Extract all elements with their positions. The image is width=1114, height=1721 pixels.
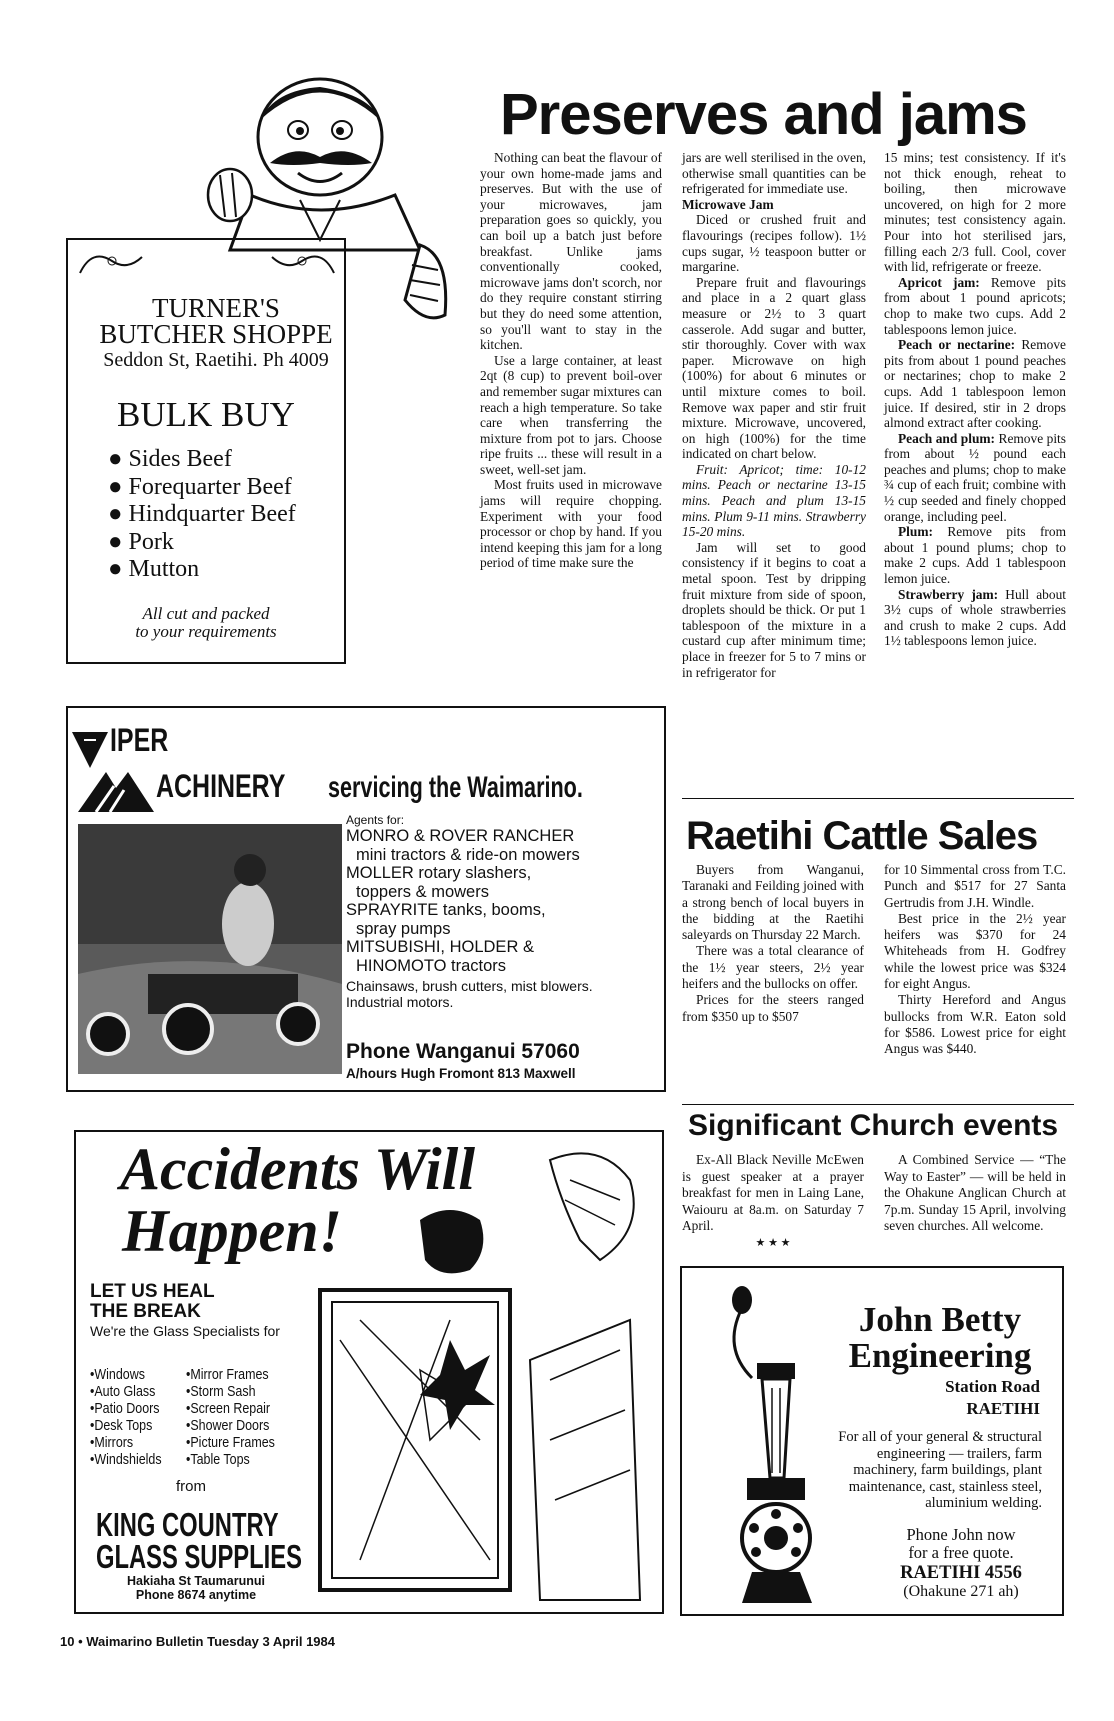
- bulk-buy-heading: BULK BUY: [117, 395, 295, 434]
- list-item: ● Pork: [108, 528, 174, 555]
- preserves-col-2: jars are well sterilised in the oven, otherwise small quantities can be refrigerated for immediate use. Microwave Jam Diced or crushed fruit and flavourings (recipes follow). 1½ cups sugar, ½ teaspoon butter or margarine. Prepare fruit and flavourings and place in a 2 quart glass measure or 2½ to 3 quart casserole. Add sugar and butter, stir thoroughly. Cover with wax paper. Microwave on high (100%) for about 6 minutes or until mixture comes to boil. Remove wax paper and stir fruit mixture. Microwave, uncovered, on high (100%) for the time indicated on chart below. Fruit: Apricot; time: 10-12 mins. Peach or nectarine 13-15 mins. Peach and plum 13-15 mins. Plum 9-11 mins. Strawberry 15-20 mins. Jam will set to good consistency if it begins to coat a metal spoon. Test by dripping fruit mixture from side of spoon, droplets should be thick. Or put 1 tablespoon of the mixture in a custard cup after minimum time; place in freezer for 5 to 7 mins or in refrigerator for: [682, 150, 866, 680]
- engineering-call: Phone John now for a free quote.: [906, 1525, 1016, 1562]
- church-col-1: Ex-All Black Neville McEwen is guest speaker at a prayer breakfast for men in Laing Lane, Waiouru at 8a.m. on Saturday 7 April. ★ ★ ★: [682, 1152, 864, 1251]
- list-item: ● Sides Beef: [108, 446, 232, 472]
- tractor-photo: [78, 824, 342, 1074]
- engineering-phone: RAETIHI 4556: [900, 1563, 1022, 1583]
- preserves-col-1: Nothing can beat the flavour of your own home-made jams and preserves. But with the use of your microwaves, jam preparation goes so quickly, you can boil up a batch just before breakfast. Unlike jams conventionally cooked, microwave jams don't scorch, nor do they require constant stirring but they do need some attention, so you'll want to stay in the kitchen. Use a large container, at least 2qt (8 cup) to prevent boil-over and remember sugar mixtures can reach a high temperature. So take care when transferring the mixture from pot to jars. Choose ripe fruits ... these will result in a sweet, well-set jam. Most fruits used in microwave jams will require chopping. Experiment with your food processor or chop by hand. If you intend keeping this jam for a long period of time make sure the: [480, 150, 662, 571]
- cattle-title: Raetihi Cattle Sales: [686, 814, 1038, 858]
- cattle-col-1: Buyers from Wanganui, Taranaki and Feilding joined with a strong bench of local buyers in the bidding at the Raetihi saleyards on Thursday 22 March. There was a total clearance of the 1½ year steers, 2½ year heifers and the bullocks on offer. Prices for the steers ranged from $350 up to $507: [682, 862, 864, 1024]
- glass-list-left: •Windows •Auto Glass •Patio Doors •Desk Tops •Mirrors •Windshields: [90, 1367, 162, 1468]
- viper-logo-v: [70, 730, 110, 770]
- viper-agents-list: MONRO & ROVER RANCHER mini tractors & ride-on mowers MOLLER rotary slashers, toppers & mowers SPRAYRITE tanks, booms, spray pumps MITSUBISHI, HOLDER & HINOMOTO tractors: [346, 827, 580, 975]
- glass-from: from: [176, 1478, 206, 1495]
- engineering-address: Station Road RAETIHI: [945, 1377, 1040, 1418]
- church-col-2: A Combined Service — “The Way to Easter” — will be held in the Ohakune Anglican Church at 7p.m. Sunday 15 April, involving seven churches. All welcome.: [884, 1152, 1066, 1233]
- butcher-address: Seddon St, Raetihi. Ph 4009: [103, 349, 329, 371]
- viper-after-hours: A/hours Hugh Fromont 813 Maxwell: [346, 1066, 576, 1081]
- telephone-illustration: [712, 1278, 832, 1608]
- page-footer: 10 • Waimarino Bulletin Tuesday 3 April 1984: [60, 1634, 335, 1649]
- viper-logo-m: [76, 770, 156, 814]
- viper-extras: Chainsaws, brush cutters, mist blowers. Industrial motors.: [346, 978, 593, 1010]
- list-item: ● Hindquarter Beef: [108, 501, 296, 527]
- cattle-col-2: for 10 Simmental cross from T.C. Punch and $517 for 27 Santa Gertrudis from J.H. Windle. Best price in the 2½ year heifers was $370 for 24 Whiteheads from H. Godfrey while the lowest price was $324 for eight Angus. Thirty Hereford and Angus bullocks from W.R. Eaton sold for $586. Lowest price for eight Angus was $440.: [884, 862, 1066, 1057]
- engineering-description: For all of your general & structural engineering — trailers, farm machinery, farm buildings, plant maintenance, cast, stainless steel, aluminium welding.: [838, 1429, 1042, 1511]
- engineering-ah: (Ohakune 271 ah): [903, 1583, 1019, 1600]
- list-item: ● Forequarter Beef: [108, 473, 292, 500]
- separator-stars: ★ ★ ★: [755, 1236, 791, 1249]
- viper-brand-line2: ACHINERY: [156, 768, 286, 804]
- divider: [682, 1104, 1074, 1105]
- bulk-buy-list: [108, 446, 296, 584]
- butcher-tagline: All cut and packed to your requirements: [135, 604, 277, 641]
- glass-company-2: GLASS SUPPLIES: [96, 1538, 302, 1575]
- glass-heal-heading: LET US HEAL THE BREAK: [90, 1281, 215, 1322]
- ornament-flourish: [72, 243, 340, 283]
- glass-contact: Hakiaha St Taumarunui Phone 8674 anytime: [127, 1574, 265, 1602]
- preserves-title: Preserves and jams: [500, 82, 1027, 147]
- church-title: Significant Church events: [688, 1109, 1059, 1142]
- butcher-name-line2: BUTCHER SHOPPE: [99, 319, 333, 349]
- glass-headline-1: Accidents Will: [120, 1136, 476, 1202]
- viper-phone: Phone Wanganui 57060: [346, 1040, 580, 1063]
- preserves-col-3: 15 mins; test consistency. If it's not thick enough, reheat to boiling, then microwave uncovered, on high for 2 more minutes; test consistency again. Pour into hot sterilised jars, filling each 2/3 full. Cool, cover with lid, refrigerate or freeze. Apricot jam: Remove pits from about 1 pound apricots; chop to make two cups. Add 2 tablespoons lemon juice. Peach or nectarine: Remove pits from about 1 pound peaches or nectarines; chop to make 2 cups. Add 1 tablespoon lemon juice. If desired, stir in 2 drops almond extract after cooking. Peach and plum: Remove pits from about ½ pound each peaches and plums; chop to make ¾ cup of each fruit; combine with ½ cup seeded and finely chopped orange, including peel. Plum: Remove pits from about 1 pound plums; chop to make 2 cups. Add 1 tablespoon lemon juice. Strawberry jam: Hull about 3½ cups of whole strawberries and crush to make 2 cups. Add 1½ tablespoons lemon juice.: [884, 150, 1066, 649]
- viper-brand-line1: IPER: [110, 722, 169, 758]
- divider: [682, 798, 1074, 799]
- glass-headline-2: Happen!: [122, 1198, 343, 1264]
- glass-specialists: We're the Glass Specialists for: [90, 1323, 280, 1339]
- engineering-name: John Betty Engineering: [848, 1300, 1032, 1375]
- viper-slogan: servicing the Waimarino.: [328, 771, 583, 804]
- glass-company-1: KING COUNTRY: [96, 1506, 279, 1543]
- viper-agents-label: Agents for:: [346, 813, 405, 827]
- list-item: ● Mutton: [108, 556, 200, 582]
- butcher-name-line1: TURNER'S: [152, 293, 280, 323]
- glass-illustration: [300, 1140, 658, 1610]
- glass-list-right: •Mirror Frames •Storm Sash •Screen Repair •Shower Doors •Picture Frames •Table Tops: [186, 1367, 275, 1468]
